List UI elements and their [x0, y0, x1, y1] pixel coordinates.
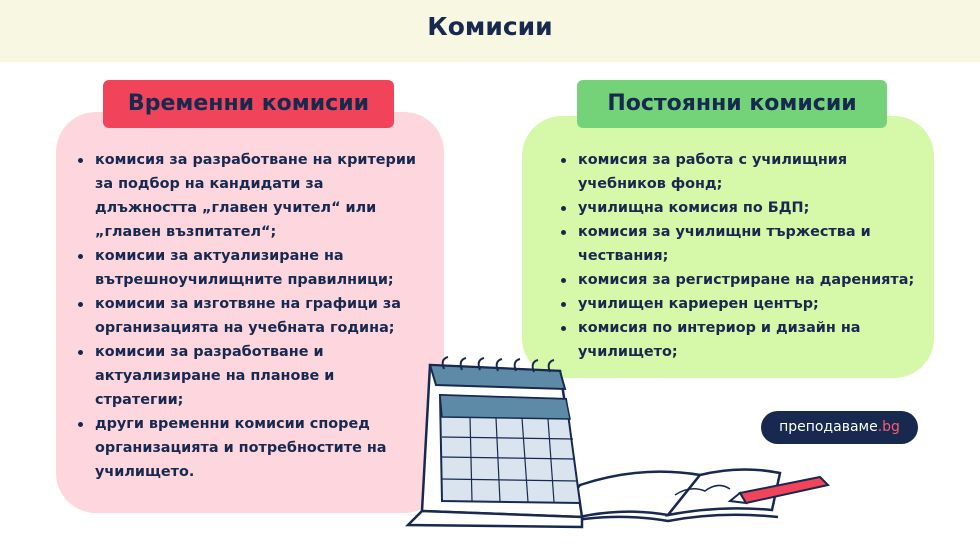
list-item: училищен кариерен център; [558, 292, 918, 316]
list-item: комисия за разработване на критерии за подбор на кандидати за длъжността „главен учител“ или „главен възпитател“; [75, 148, 425, 244]
calendar-icon [408, 357, 582, 527]
calendar-book-illustration [400, 355, 840, 549]
list-item: комисии за актуализиране на вътрешноучилищните правилници; [75, 244, 425, 292]
page-title: Комисии [427, 12, 553, 41]
temporary-committees-list [75, 148, 425, 484]
list-item: комисии за изготвяне на графици за организацията на учебната година; [75, 292, 425, 340]
permanent-committees-list [558, 148, 918, 364]
list-item: комисии за разработване и актуализиране на планове и стратегии; [75, 340, 425, 412]
brand-name: преподаваме [779, 419, 878, 435]
list-item: комисия за работа с училищния учебников фонд; [558, 148, 918, 196]
temporary-committees-heading: Временни комисии [103, 80, 394, 128]
list-item: училищна комисия по БДП; [558, 196, 918, 220]
brand-logo[interactable] [761, 411, 918, 444]
list-item: комисия за регистриране на даренията; [558, 268, 918, 292]
permanent-committees-heading: Постоянни комисии [577, 80, 887, 128]
list-item: други временни комисии според организацията и потребностите на училището. [75, 412, 425, 484]
list-item: комисия за училищни тържества и чествания; [558, 220, 918, 268]
brand-tld: .bg [877, 419, 900, 435]
list-item: комисия по интериор и дизайн на училището; [558, 316, 918, 364]
